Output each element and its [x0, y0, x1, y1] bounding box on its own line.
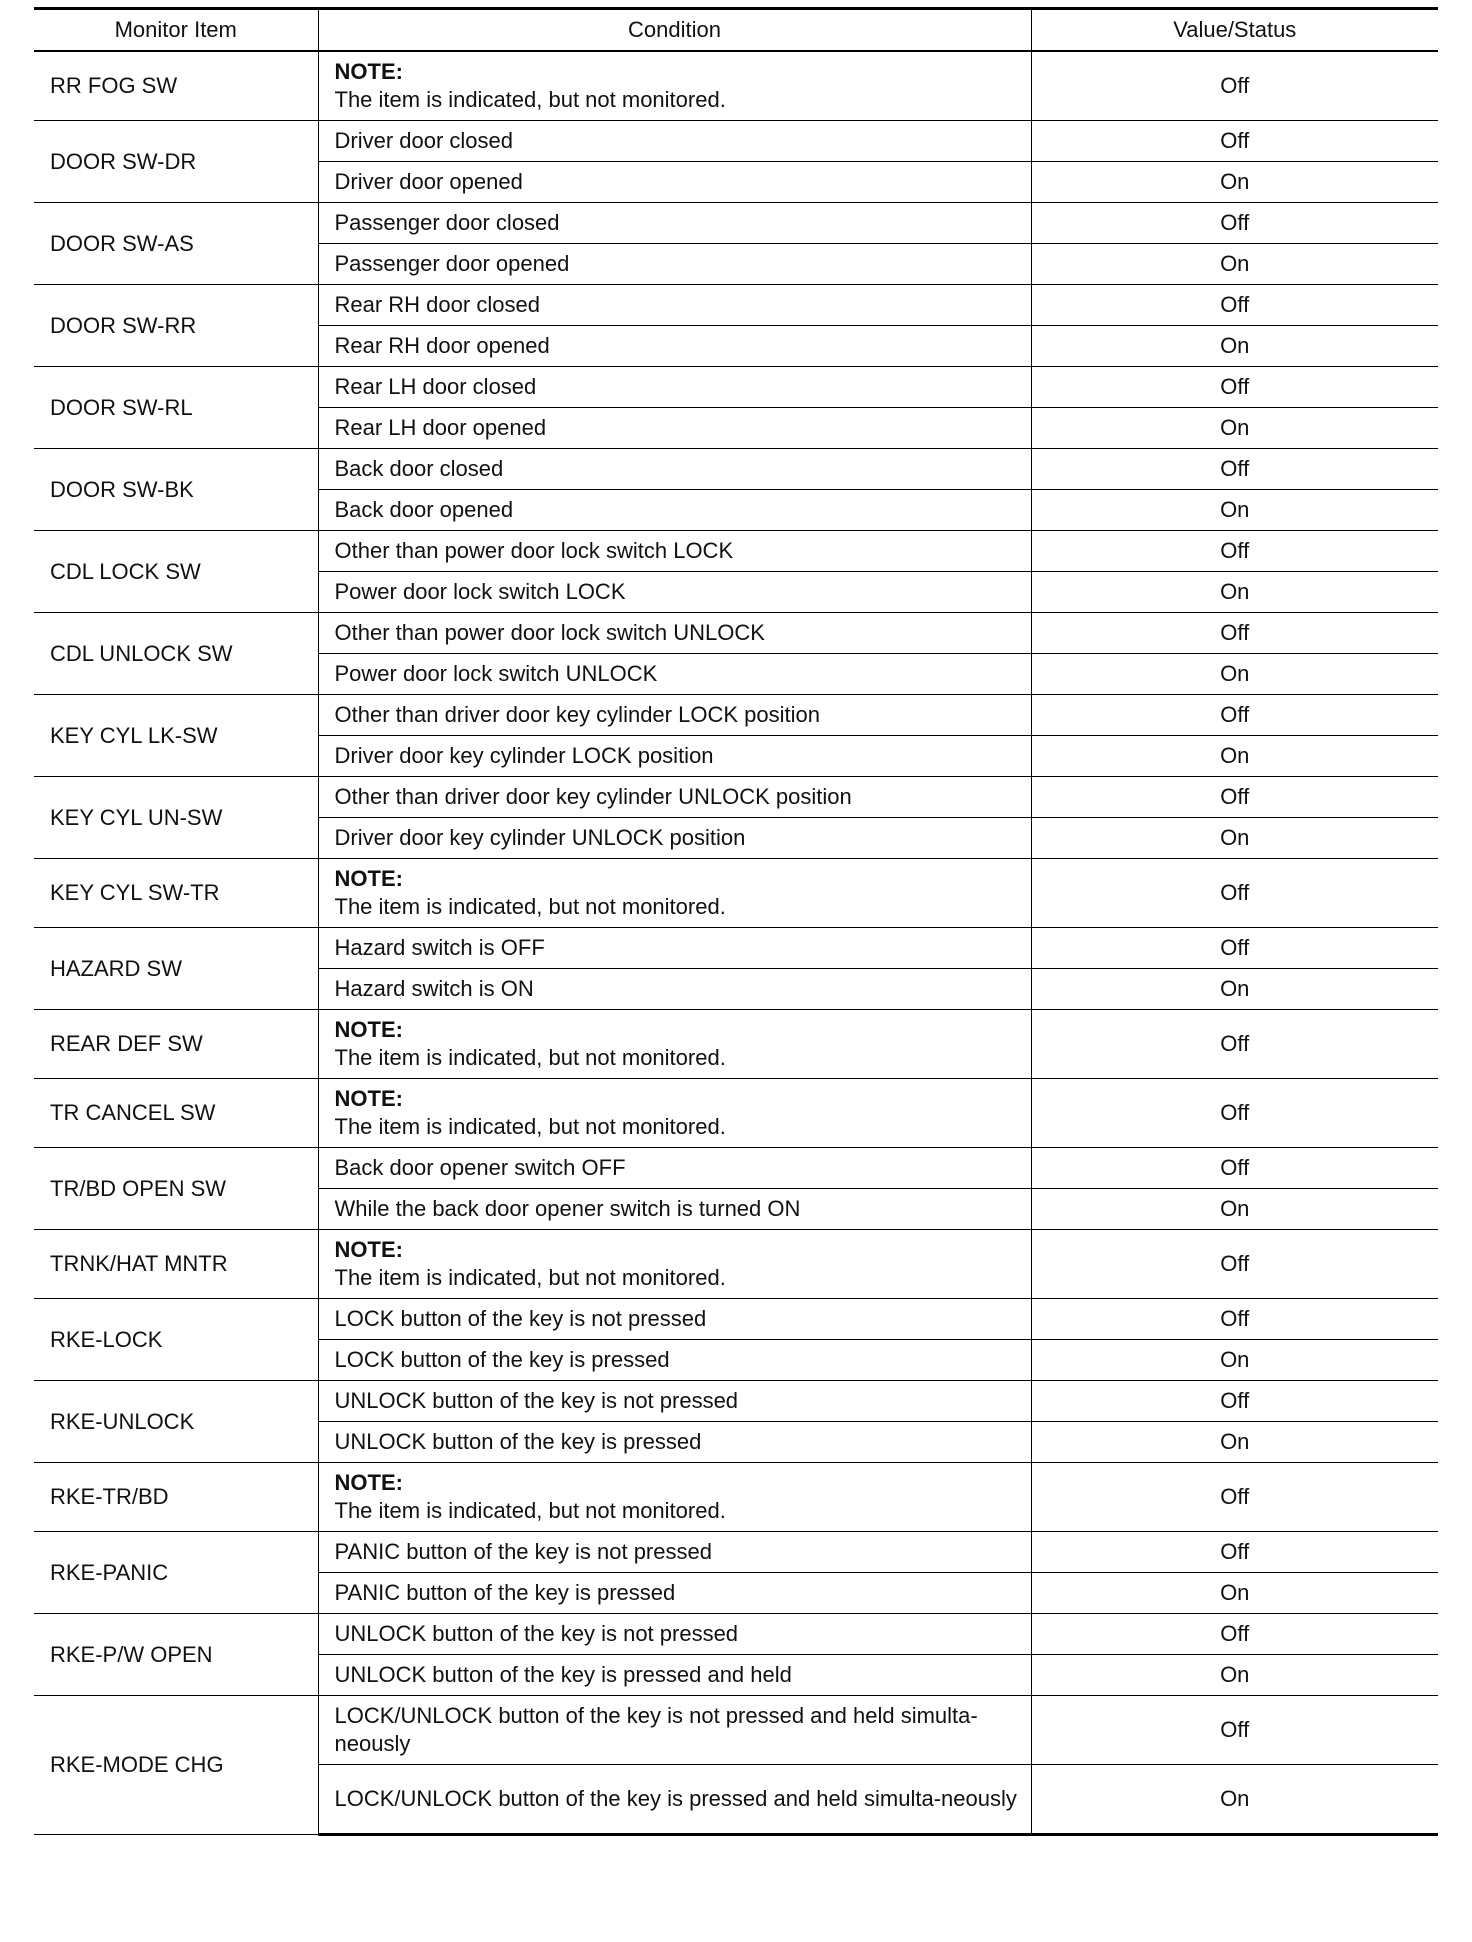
- condition-cell: Hazard switch is OFF: [318, 928, 1031, 969]
- condition-cell: UNLOCK button of the key is pressed: [318, 1422, 1031, 1463]
- condition-cell: Driver door key cylinder LOCK position: [318, 736, 1031, 777]
- note-text: The item is indicated, but not monitored.: [334, 1265, 726, 1290]
- value-cell: Off: [1031, 695, 1438, 736]
- table-row: [34, 1463, 1438, 1532]
- table-row: [34, 928, 1438, 969]
- header-condition: Condition: [318, 9, 1031, 52]
- table-row: [34, 1614, 1438, 1655]
- value-cell: On: [1031, 818, 1438, 859]
- table-row: [34, 613, 1438, 654]
- value-cell: Off: [1031, 1381, 1438, 1422]
- condition-cell: While the back door opener switch is turned ON: [318, 1189, 1031, 1230]
- table-row: [34, 1010, 1438, 1079]
- condition-cell: LOCK/UNLOCK button of the key is pressed and held simulta-neously: [318, 1765, 1031, 1835]
- value-cell: Off: [1031, 1079, 1438, 1148]
- value-cell: Off: [1031, 367, 1438, 408]
- value-cell: On: [1031, 326, 1438, 367]
- value-cell: On: [1031, 1655, 1438, 1696]
- value-cell: On: [1031, 408, 1438, 449]
- monitor-item-cell: DOOR SW-BK: [34, 449, 318, 531]
- value-cell: Off: [1031, 531, 1438, 572]
- table-row: [34, 1079, 1438, 1148]
- condition-cell: PANIC button of the key is pressed: [318, 1573, 1031, 1614]
- value-cell: On: [1031, 490, 1438, 531]
- condition-cell: UNLOCK button of the key is pressed and held: [318, 1655, 1031, 1696]
- note-label: NOTE:: [334, 1237, 403, 1262]
- value-cell: Off: [1031, 928, 1438, 969]
- monitor-item-cell: KEY CYL UN-SW: [34, 777, 318, 859]
- table-row: [34, 1299, 1438, 1340]
- monitor-item-cell: TR/BD OPEN SW: [34, 1148, 318, 1230]
- condition-cell: LOCK/UNLOCK button of the key is not pressed and held simulta-neously: [318, 1696, 1031, 1765]
- value-cell: On: [1031, 1765, 1438, 1835]
- value-cell: On: [1031, 1189, 1438, 1230]
- value-cell: Off: [1031, 1148, 1438, 1189]
- condition-note-cell: [318, 1463, 1031, 1532]
- table-row: [34, 51, 1438, 121]
- monitor-item-cell: RR FOG SW: [34, 51, 318, 121]
- table-row: [34, 1381, 1438, 1422]
- condition-cell: Back door opener switch OFF: [318, 1148, 1031, 1189]
- condition-cell: Rear RH door opened: [318, 326, 1031, 367]
- table-row: [34, 859, 1438, 928]
- condition-cell: Power door lock switch UNLOCK: [318, 654, 1031, 695]
- condition-note-cell: [318, 1230, 1031, 1299]
- monitor-item-cell: KEY CYL LK-SW: [34, 695, 318, 777]
- condition-cell: LOCK button of the key is not pressed: [318, 1299, 1031, 1340]
- note-label: NOTE:: [334, 866, 403, 891]
- note-text: The item is indicated, but not monitored.: [334, 87, 726, 112]
- value-cell: On: [1031, 244, 1438, 285]
- condition-cell: Hazard switch is ON: [318, 969, 1031, 1010]
- condition-cell: Driver door opened: [318, 162, 1031, 203]
- value-cell: On: [1031, 1422, 1438, 1463]
- value-cell: On: [1031, 969, 1438, 1010]
- condition-note-cell: [318, 1010, 1031, 1079]
- monitor-item-cell: REAR DEF SW: [34, 1010, 318, 1079]
- value-cell: Off: [1031, 859, 1438, 928]
- monitor-item-cell: DOOR SW-AS: [34, 203, 318, 285]
- value-cell: Off: [1031, 1299, 1438, 1340]
- value-cell: Off: [1031, 449, 1438, 490]
- monitor-item-cell: RKE-MODE CHG: [34, 1696, 318, 1835]
- monitor-item-cell: RKE-PANIC: [34, 1532, 318, 1614]
- value-cell: On: [1031, 1573, 1438, 1614]
- condition-cell: Driver door closed: [318, 121, 1031, 162]
- value-cell: On: [1031, 736, 1438, 777]
- condition-cell: Rear LH door closed: [318, 367, 1031, 408]
- value-cell: Off: [1031, 1230, 1438, 1299]
- condition-cell: Rear LH door opened: [318, 408, 1031, 449]
- condition-cell: Back door opened: [318, 490, 1031, 531]
- monitor-item-cell: RKE-LOCK: [34, 1299, 318, 1381]
- monitor-item-cell: HAZARD SW: [34, 928, 318, 1010]
- condition-cell: UNLOCK button of the key is not pressed: [318, 1614, 1031, 1655]
- table-row: [34, 449, 1438, 490]
- condition-cell: Power door lock switch LOCK: [318, 572, 1031, 613]
- condition-cell: Passenger door opened: [318, 244, 1031, 285]
- note-label: NOTE:: [334, 1086, 403, 1111]
- monitor-item-cell: RKE-P/W OPEN: [34, 1614, 318, 1696]
- value-cell: Off: [1031, 1463, 1438, 1532]
- table-row: [34, 203, 1438, 244]
- note-text: The item is indicated, but not monitored.: [334, 894, 726, 919]
- header-value-status: Value/Status: [1031, 9, 1438, 52]
- table-row: [34, 777, 1438, 818]
- value-cell: On: [1031, 572, 1438, 613]
- value-cell: Off: [1031, 121, 1438, 162]
- monitor-item-cell: DOOR SW-RL: [34, 367, 318, 449]
- value-cell: On: [1031, 1340, 1438, 1381]
- condition-cell: Passenger door closed: [318, 203, 1031, 244]
- condition-cell: Driver door key cylinder UNLOCK position: [318, 818, 1031, 859]
- value-cell: Off: [1031, 1614, 1438, 1655]
- monitor-item-cell: DOOR SW-DR: [34, 121, 318, 203]
- condition-cell: Back door closed: [318, 449, 1031, 490]
- table-row: [34, 1696, 1438, 1765]
- condition-cell: Other than driver door key cylinder UNLOCK position: [318, 777, 1031, 818]
- condition-cell: LOCK button of the key is pressed: [318, 1340, 1031, 1381]
- value-cell: Off: [1031, 613, 1438, 654]
- table-row: [34, 531, 1438, 572]
- monitor-item-cell: TRNK/HAT MNTR: [34, 1230, 318, 1299]
- condition-cell: UNLOCK button of the key is not pressed: [318, 1381, 1031, 1422]
- monitor-item-cell: KEY CYL SW-TR: [34, 859, 318, 928]
- note-label: NOTE:: [334, 1470, 403, 1495]
- monitor-item-table: [34, 7, 1438, 1836]
- monitor-item-cell: DOOR SW-RR: [34, 285, 318, 367]
- monitor-item-cell: CDL UNLOCK SW: [34, 613, 318, 695]
- note-label: NOTE:: [334, 1017, 403, 1042]
- condition-note-cell: [318, 859, 1031, 928]
- value-cell: Off: [1031, 1532, 1438, 1573]
- monitor-item-cell: CDL LOCK SW: [34, 531, 318, 613]
- table-row: [34, 1230, 1438, 1299]
- value-cell: Off: [1031, 777, 1438, 818]
- value-cell: Off: [1031, 1696, 1438, 1765]
- condition-cell: Rear RH door closed: [318, 285, 1031, 326]
- value-cell: On: [1031, 654, 1438, 695]
- value-cell: Off: [1031, 203, 1438, 244]
- note-label: NOTE:: [334, 59, 403, 84]
- note-text: The item is indicated, but not monitored.: [334, 1498, 726, 1523]
- table-row: [34, 695, 1438, 736]
- table-header-row: [34, 9, 1438, 52]
- condition-cell: PANIC button of the key is not pressed: [318, 1532, 1031, 1573]
- condition-note-cell: [318, 51, 1031, 121]
- value-cell: On: [1031, 162, 1438, 203]
- table-row: [34, 121, 1438, 162]
- note-text: The item is indicated, but not monitored.: [334, 1045, 726, 1070]
- table-row: [34, 367, 1438, 408]
- monitor-item-cell: RKE-TR/BD: [34, 1463, 318, 1532]
- condition-cell: Other than driver door key cylinder LOCK position: [318, 695, 1031, 736]
- condition-cell: Other than power door lock switch LOCK: [318, 531, 1031, 572]
- value-cell: Off: [1031, 285, 1438, 326]
- condition-cell: Other than power door lock switch UNLOCK: [318, 613, 1031, 654]
- table-row: [34, 285, 1438, 326]
- table-row: [34, 1532, 1438, 1573]
- value-cell: Off: [1031, 51, 1438, 121]
- monitor-item-cell: RKE-UNLOCK: [34, 1381, 318, 1463]
- monitor-item-cell: TR CANCEL SW: [34, 1079, 318, 1148]
- table-row: [34, 1148, 1438, 1189]
- note-text: The item is indicated, but not monitored.: [334, 1114, 726, 1139]
- condition-note-cell: [318, 1079, 1031, 1148]
- header-monitor-item: Monitor Item: [34, 9, 318, 52]
- value-cell: Off: [1031, 1010, 1438, 1079]
